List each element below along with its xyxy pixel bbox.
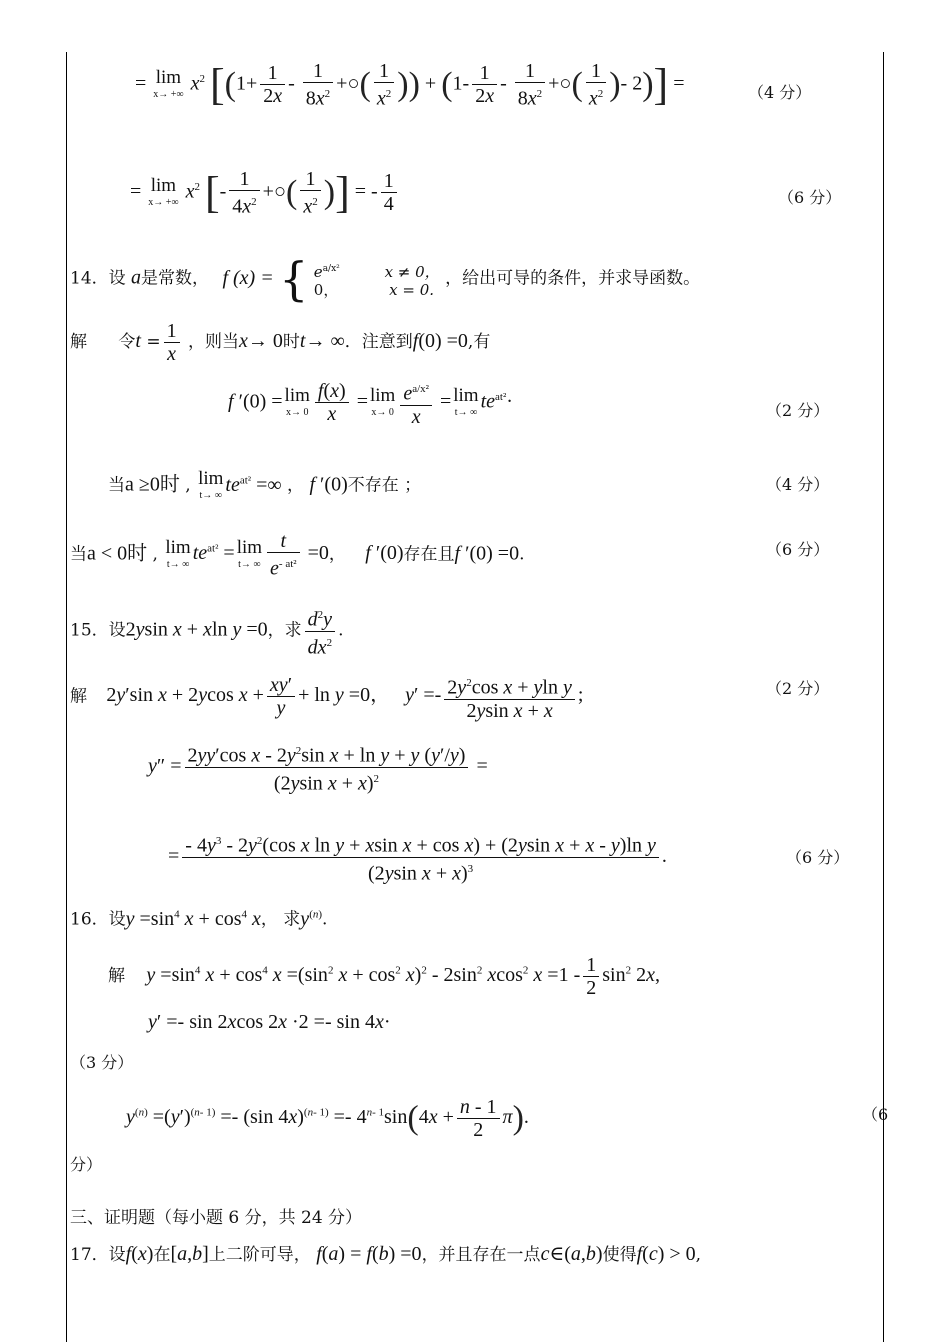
question-14: 14．设 a是常数， f (x) = { $e^{a/x^2}$ x ≠ 0， 0， x = 0. ，给出可导的条件，并求导函数。 [70,252,701,306]
solution-15-line-2: y″ = $\frac{2yy'\cos x - 2y^2\sin x + \ln y + y (y'/y)}{(2ysin x + x)^2}$ = [148,740,488,794]
score-label: （2 分） [766,679,830,698]
page-frame-right-border [883,52,884,1342]
score-label: （6 分） [786,848,850,867]
page-frame-left-border [66,52,67,1342]
solution-15-line-1: 解 2y′sin x + 2ycos x + $\frac{xy'}{y}$ + ln y =0， y′ =- $\frac{2y^2\cos x + yln y}{\text{2ysin x + x}}$ ; [70,672,583,722]
solution-16-line-1: 解 $y =\sin^4$ $x + \cos^4 x =(\sin^2$ $x + \cos^2 x)^2 - 2\sin^2$ xcos$^2$ x =1 - $\frac{1}{2}$ $\sin^2 2x$, [108,954,660,999]
question-17: 17．设f(x)在[a,b]上二阶可导， f(a) = f(b) =0，并且存在一点c∈(a,b)使得f(c) > 0, [70,1243,702,1265]
question-16: 16．设$y =\sin^4$ $x + \cos^4 x$， 求$y^{(n)}$. [70,907,328,930]
score-label: （6 分） [766,540,830,559]
solution-16-line-2: y′ =- sin 2xcos 2x ·2 =- sin 4x· [148,1011,391,1033]
score-label: （6 分） [778,188,842,207]
score-label: （4 分） [766,475,830,494]
equation-line-1: = lim x→ +∞ $x^2$ [(1+ $\frac{1}{2x}$ - $\frac{1}{8x^2}$ +○( $\frac{1}{x^2}$ )) + (1- $\frac{1}{2x}$ - $\frac{1}{8x^2}$ +○( $\frac{1}{x^2}$ )- 2)] = [135,59,685,110]
score-label: （3 分） [70,1053,134,1072]
solution-14-case-nonnegative: 当a ≥0时 , lim t→ ∞ $te^{at^2}$ =∞ ， f ′(0)不存在 ； [108,468,422,502]
score-label: （2 分） [766,401,830,420]
equation-derivative-at-zero: f ′(0) = lim x→ 0 $\frac{f(x)}{x}$ = lim x→ 0 $\frac{e^{a/x^2}}{x}$ = lim t→ ∞ $te^{at^2}\cdot$ [228,378,513,428]
solution-15-line-3: = - $4y^3 - 2y^2(\cos$ x ln y + xsin x + cos x) + (2ysin x + x - y)ln y (2ysin x + x)$^3$ . [168,830,667,884]
solution-14-case-negative: 当a < 0时 , lim t→ ∞ $te^{at^2}$ = lim t→ ∞ $\frac{t}{e^{- at^2}}$ =0， f ′(0)存在且f ′(0) =0. [70,530,525,580]
score-label: （6 [862,1105,889,1124]
solution-16-line-3: $y^{(n)} =(y')^{(n- 1)} =- (\sin$ $4x)^{(n- 1)} =- 4^{n- 1}\sin(4x$ + $\frac{n - 1}{2}$ π). [126,1096,529,1141]
score-label-continued: 分） [70,1155,103,1174]
question-15: 15．设2ysin x + xln y =0，求 $\frac{d^2y}{dx^2}$ . [70,604,343,658]
equation-line-2: = lim x→ +∞ $x^2$ [- $\frac{1}{4x^2}$ +○( $\frac{1}{x^2}$ )] = - $\frac{1}{4}$ [130,168,400,218]
section-3-title: 三、证明题（每小题 6 分，共 24 分） [70,1208,363,1228]
score-label: （4 分） [748,83,812,102]
solution-14-intro: 解 令t = $\frac{1}{x}$ ，则当x→ 0时t→ ∞．注意到f(0) =0,有 [70,320,491,365]
